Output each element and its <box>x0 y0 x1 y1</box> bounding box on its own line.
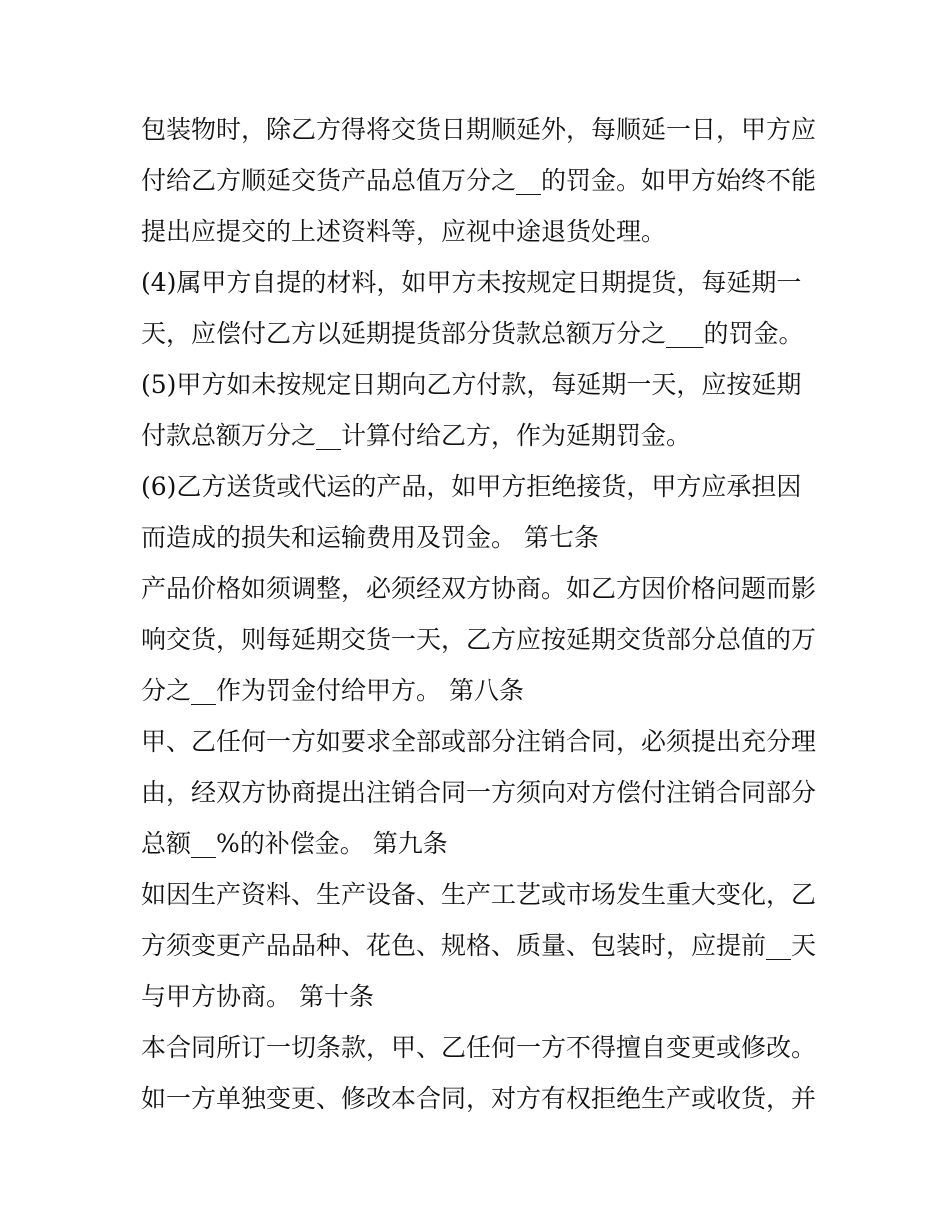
text-line: 提出应提交的上述资料等，应视中途退货处理。 <box>141 217 667 246</box>
text-line: 甲、乙任何一方如要求全部或部分注销合同，必须提出充分理 <box>141 727 817 756</box>
text-line: 如一方单独变更、修改本合同，对方有权拒绝生产或收货，并 <box>141 1084 817 1113</box>
contract-text <box>141 104 841 1124</box>
text-line: (4)属甲方自提的材料，如甲方未按规定日期提货，每延期一 <box>141 268 802 297</box>
text-line: 分之__作为罚金付给甲方。 第八条 <box>141 676 524 705</box>
text-line: 天，应偿付乙方以延期提货部分货款总额万分之___的罚金。 <box>141 319 804 348</box>
text-line: 付款总额万分之__计算付给乙方，作为延期罚金。 <box>141 421 692 450</box>
text-line: 包装物时，除乙方得将交货日期顺延外，每顺延一日，甲方应 <box>141 115 817 144</box>
text-line: 如因生产资料、生产设备、生产工艺或市场发生重大变化，乙 <box>141 880 817 909</box>
text-line: (5)甲方如未按规定日期向乙方付款，每延期一天，应按延期 <box>141 370 802 399</box>
text-line: 产品价格如须调整，必须经双方协商。如乙方因价格问题而影 <box>141 574 817 603</box>
text-line: 本合同所订一切条款，甲、乙任何一方不得擅自变更或修改。 <box>141 1033 817 1062</box>
text-line: 方须变更产品品种、花色、规格、质量、包装时，应提前__天 <box>141 931 817 960</box>
text-line: 由，经双方协商提出注销合同一方须向对方偿付注销合同部分 <box>141 778 817 807</box>
text-line: 总额__%的补偿金。 第九条 <box>141 829 448 858</box>
text-line: (6)乙方送货或代运的产品，如甲方拒绝接货，甲方应承担因 <box>141 472 802 501</box>
text-line: 与甲方协商。 第十条 <box>141 982 374 1011</box>
text-line: 付给乙方顺延交货产品总值万分之__的罚金。如甲方始终不能 <box>141 166 817 195</box>
text-line: 响交货，则每延期交货一天，乙方应按延期交货部分总值的万 <box>141 625 817 654</box>
text-line: 而造成的损失和运输费用及罚金。 第七条 <box>141 523 599 552</box>
